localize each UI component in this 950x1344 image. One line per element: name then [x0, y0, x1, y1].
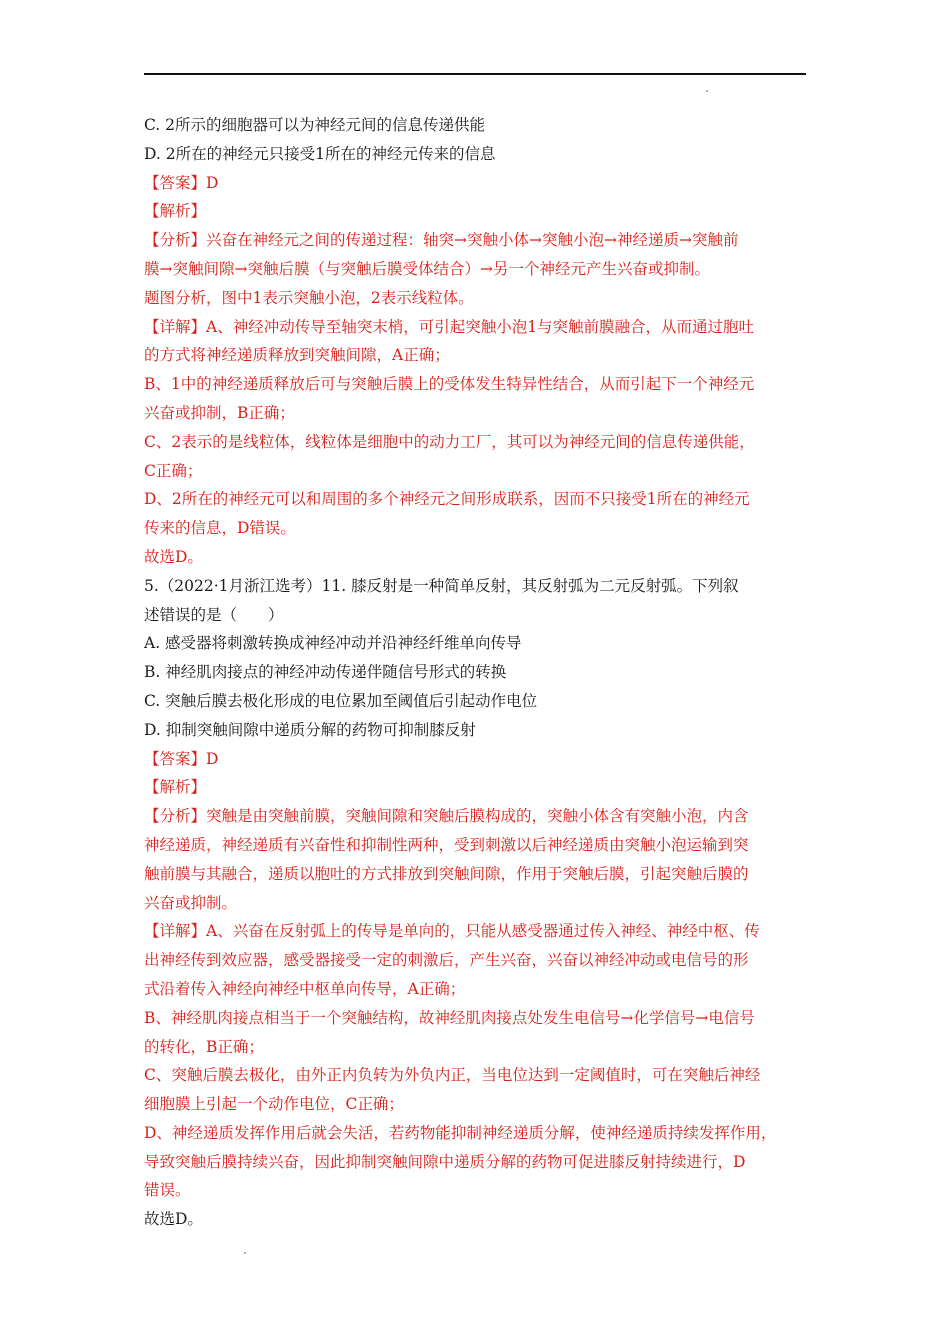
text-line: 故选D。	[144, 547, 203, 566]
text-line: 触前膜与其融合，递质以胞吐的方式排放到突触间隙，作用于突触后膜，引起突触后膜的	[144, 864, 749, 883]
text-line: 【详解】A、兴奋在反射弧上的传导是单向的，只能从感受器通过传入神经、神经中枢、传	[144, 922, 760, 941]
text-line: 【详解】A、神经冲动传导至轴突末梢，可引起突触小泡1与突触前膜融合，从而通过胞吐	[144, 317, 755, 336]
text-line: 出神经传到效应器，感受器接受一定的刺激后，产生兴奋，兴奋以神经冲动或电信号的形	[144, 951, 749, 970]
text-line: D. 抑制突触间隙中递质分解的药物可抑制膝反射	[144, 720, 476, 739]
text-line: A. 感受器将刺激转换成神经冲动并沿神经纤维单向传导	[144, 634, 522, 653]
text-line: 【解析】	[144, 202, 207, 221]
text-line: D、2所在的神经元可以和周围的多个神经元之间形成联系，因而不只接受1所在的神经元	[144, 490, 750, 509]
text-line: 述错误的是（ ）	[144, 605, 284, 624]
text-line: 导致突触后膜持续兴奋，因此抑制突触间隙中递质分解的药物可促进膝反射持续进行，D	[144, 1152, 746, 1171]
text-line: D. 2所在的神经元只接受1所在的神经元传来的信息	[144, 144, 496, 163]
text-line: C、突触后膜去极化，由外正内负转为外负内正，当电位达到一定阈值时，可在突触后神经	[144, 1066, 761, 1085]
text-line: 【分析】突触是由突触前膜，突触间隙和突触后膜构成的，突触小体含有突触小泡，内含	[144, 807, 749, 826]
text-line: 错误。	[144, 1181, 191, 1200]
footer-dot	[244, 1252, 246, 1254]
text-line: B、神经肌肉接点相当于一个突触结构，故神经肌肉接点处发生电信号→化学信号→电信号	[144, 1008, 755, 1027]
text-line: 【解析】	[144, 778, 207, 797]
text-line: C正确；	[144, 461, 203, 480]
text-line: 5.（2022·1月浙江选考）11. 膝反射是一种简单反射，其反射弧为二元反射弧。下列叙	[144, 576, 739, 595]
text-line: B. 神经肌肉接点的神经冲动传递伴随信号形式的转换	[144, 663, 507, 682]
header-rule	[144, 73, 806, 75]
text-line: 细胞膜上引起一个动作电位，C正确；	[144, 1095, 404, 1114]
text-line: 式沿着传入神经向神经中枢单向传导，A正确；	[144, 979, 466, 998]
text-line: 的转化，B正确；	[144, 1037, 264, 1056]
text-line: 神经递质，神经递质有兴奋性和抑制性两种，受到刺激以后神经递质由突触小泡运输到突	[144, 835, 749, 854]
text-line: 题图分析，图中1表示突触小泡，2表示线粒体。	[144, 288, 474, 307]
text-line: 的方式将神经递质释放到突触间隙，A正确；	[144, 346, 450, 365]
text-line: 【分析】兴奋在神经元之间的传递过程：轴突→突触小体→突触小泡→神经递质→突触前	[144, 231, 739, 250]
text-line: 兴奋或抑制，B正确；	[144, 403, 295, 422]
text-line: D、神经递质发挥作用后就会失活，若药物能抑制神经递质分解，使神经递质持续发挥作用，	[144, 1123, 777, 1142]
document-body	[144, 111, 808, 1234]
text-line: 【答案】D	[144, 173, 219, 192]
text-line: 传来的信息，D错误。	[144, 519, 296, 538]
text-line: 膜→突触间隙→突触后膜（与突触后膜受体结合）→另一个神经元产生兴奋或抑制。	[144, 259, 710, 278]
text-line: C. 突触后膜去极化形成的电位累加至阈值后引起动作电位	[144, 691, 538, 710]
text-line: B、1中的神经递质释放后可与突触后膜上的受体发生特异性结合，从而引起下一个神经元	[144, 375, 755, 394]
text-line: 故选D。	[144, 1210, 203, 1229]
text-line: 兴奋或抑制。	[144, 893, 238, 912]
header-dot	[706, 90, 708, 92]
text-line: C、2表示的是线粒体，线粒体是细胞中的动力工厂，其可以为神经元间的信息传递供能，	[144, 432, 755, 451]
text-line: 【答案】D	[144, 749, 219, 768]
text-line: C. 2所示的细胞器可以为神经元间的信息传递供能	[144, 116, 486, 134]
